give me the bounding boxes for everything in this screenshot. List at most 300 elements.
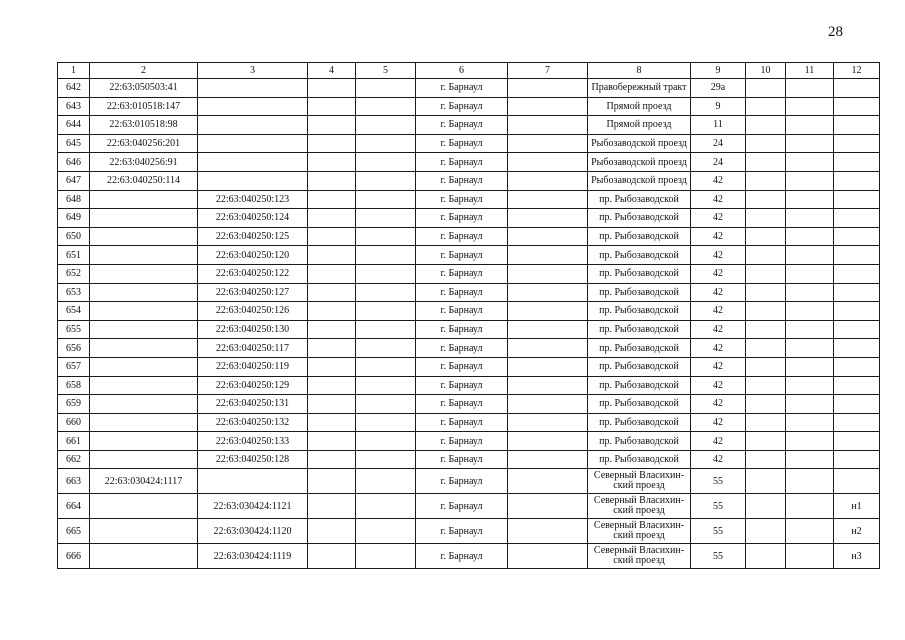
col-10-cell [746,519,786,544]
cadastral-number-building-cell: 22:63:040250:124 [198,209,308,228]
col-10-cell [746,469,786,494]
house-number-cell: 42 [691,450,746,469]
col-4-cell [308,376,356,395]
cadastral-number-land-cell: 22:63:010518:147 [90,97,198,116]
col-5-cell [356,432,416,451]
house-number-cell: 9 [691,97,746,116]
column-header-5: 5 [356,63,416,79]
cadastral-number-land-cell [90,544,198,569]
column-header-7: 7 [508,63,588,79]
column-header-2: 2 [90,63,198,79]
table-row [58,469,880,494]
col-5-cell [356,134,416,153]
col-11-cell [786,432,834,451]
city-cell: г. Барнаул [416,79,508,98]
col-11-cell [786,519,834,544]
city-cell: г. Барнаул [416,450,508,469]
cadastral-number-land-cell [90,227,198,246]
note-cell [834,190,880,209]
note-cell [834,469,880,494]
col-10-cell [746,413,786,432]
row-number-cell: 665 [58,519,90,544]
col-4-cell [308,469,356,494]
col-10-cell [746,357,786,376]
cadastral-number-land-cell [90,357,198,376]
house-number-cell: 11 [691,116,746,135]
column-header-4: 4 [308,63,356,79]
house-number-cell: 42 [691,190,746,209]
city-cell: г. Барнаул [416,395,508,414]
col-10-cell [746,395,786,414]
note-cell [834,320,880,339]
street-cell: пр. Рыбозаводской [588,246,691,265]
city-cell: г. Барнаул [416,264,508,283]
city-cell: г. Барнаул [416,413,508,432]
col-7-cell [508,357,588,376]
cadastral-number-building-cell: 22:63:040250:127 [198,283,308,302]
house-number-cell: 42 [691,413,746,432]
col-7-cell [508,116,588,135]
note-cell [834,79,880,98]
table-row [58,79,880,98]
table-row [58,413,880,432]
col-10-cell [746,227,786,246]
col-10-cell [746,190,786,209]
row-number-cell: 649 [58,209,90,228]
table-row [58,544,880,569]
city-cell: г. Барнаул [416,116,508,135]
street-cell: Рыбозаводской проезд [588,153,691,172]
note-cell [834,116,880,135]
col-4-cell [308,494,356,519]
note-cell: н2 [834,519,880,544]
col-11-cell [786,339,834,358]
cadastral-number-building-cell: 22:63:030424:1119 [198,544,308,569]
table-row [58,190,880,209]
col-4-cell [308,134,356,153]
col-7-cell [508,302,588,321]
street-cell: пр. Рыбозаводской [588,283,691,302]
street-cell: пр. Рыбозаводской [588,432,691,451]
col-5-cell [356,116,416,135]
city-cell: г. Барнаул [416,227,508,246]
street-cell: пр. Рыбозаводской [588,264,691,283]
col-10-cell [746,544,786,569]
row-number-cell: 645 [58,134,90,153]
col-5-cell [356,450,416,469]
table-body [58,79,880,569]
table-row [58,320,880,339]
street-cell: пр. Рыбозаводской [588,302,691,321]
city-cell: г. Барнаул [416,283,508,302]
cadastral-number-building-cell [198,97,308,116]
street-cell: пр. Рыбозаводской [588,357,691,376]
col-11-cell [786,79,834,98]
col-4-cell [308,153,356,172]
col-11-cell [786,544,834,569]
row-number-cell: 642 [58,79,90,98]
house-number-cell: 42 [691,320,746,339]
col-10-cell [746,264,786,283]
city-cell: г. Барнаул [416,339,508,358]
col-11-cell [786,357,834,376]
note-cell [834,227,880,246]
col-4-cell [308,302,356,321]
col-4-cell [308,432,356,451]
row-number-cell: 643 [58,97,90,116]
street-cell: Северный Власихин-ский проезд [588,519,691,544]
city-cell: г. Барнаул [416,190,508,209]
col-5-cell [356,395,416,414]
col-5-cell [356,469,416,494]
row-number-cell: 658 [58,376,90,395]
cadastral-number-land-cell [90,395,198,414]
col-4-cell [308,227,356,246]
house-number-cell: 55 [691,469,746,494]
cadastral-number-land-cell: 22:63:040256:91 [90,153,198,172]
col-11-cell [786,395,834,414]
col-4-cell [308,116,356,135]
street-cell: Правобережный тракт [588,79,691,98]
house-number-cell: 42 [691,227,746,246]
note-cell [834,97,880,116]
cadastral-number-land-cell [90,264,198,283]
col-5-cell [356,376,416,395]
col-7-cell [508,227,588,246]
row-number-cell: 651 [58,246,90,265]
table-row [58,357,880,376]
col-10-cell [746,134,786,153]
street-cell: пр. Рыбозаводской [588,190,691,209]
row-number-cell: 650 [58,227,90,246]
street-cell: пр. Рыбозаводской [588,376,691,395]
col-11-cell [786,227,834,246]
cadastral-number-building-cell: 22:63:040250:133 [198,432,308,451]
cadastral-number-land-cell [90,209,198,228]
cadastral-number-land-cell: 22:63:030424:1117 [90,469,198,494]
col-5-cell [356,190,416,209]
row-number-cell: 644 [58,116,90,135]
table-row [58,283,880,302]
row-number-cell: 661 [58,432,90,451]
table-row [58,376,880,395]
table-row [58,302,880,321]
col-5-cell [356,227,416,246]
col-10-cell [746,339,786,358]
note-cell [834,413,880,432]
col-11-cell [786,264,834,283]
cadastral-number-building-cell: 22:63:030424:1120 [198,519,308,544]
col-11-cell [786,320,834,339]
note-cell [834,450,880,469]
cadastral-number-land-cell [90,519,198,544]
col-11-cell [786,171,834,190]
col-7-cell [508,395,588,414]
cadastral-number-land-cell [90,190,198,209]
city-cell: г. Барнаул [416,209,508,228]
column-header-3: 3 [198,63,308,79]
col-4-cell [308,544,356,569]
col-11-cell [786,302,834,321]
col-7-cell [508,320,588,339]
house-number-cell: 42 [691,246,746,265]
col-7-cell [508,432,588,451]
table-row [58,432,880,451]
city-cell: г. Барнаул [416,519,508,544]
col-4-cell [308,264,356,283]
note-cell [834,395,880,414]
cadastral-number-building-cell [198,79,308,98]
row-number-cell: 659 [58,395,90,414]
col-7-cell [508,246,588,265]
table-row [58,395,880,414]
col-11-cell [786,413,834,432]
table-row [58,246,880,265]
cadastral-number-building-cell: 22:63:040250:119 [198,357,308,376]
row-number-cell: 666 [58,544,90,569]
column-header-11: 11 [786,63,834,79]
row-number-cell: 657 [58,357,90,376]
cadastral-number-building-cell: 22:63:040250:128 [198,450,308,469]
col-11-cell [786,246,834,265]
table-row [58,494,880,519]
cadastral-number-building-cell: 22:63:040250:126 [198,302,308,321]
col-5-cell [356,320,416,339]
city-cell: г. Барнаул [416,134,508,153]
house-number-cell: 42 [691,357,746,376]
col-11-cell [786,116,834,135]
row-number-cell: 663 [58,469,90,494]
city-cell: г. Барнаул [416,320,508,339]
col-5-cell [356,209,416,228]
col-7-cell [508,97,588,116]
table-row [58,171,880,190]
cadastral-number-land-cell: 22:63:050503:41 [90,79,198,98]
column-header-8: 8 [588,63,691,79]
table-row [58,134,880,153]
col-7-cell [508,494,588,519]
city-cell: г. Барнаул [416,432,508,451]
city-cell: г. Барнаул [416,302,508,321]
city-cell: г. Барнаул [416,544,508,569]
house-number-cell: 24 [691,153,746,172]
table-row [58,339,880,358]
col-11-cell [786,134,834,153]
col-5-cell [356,302,416,321]
col-10-cell [746,116,786,135]
note-cell [834,357,880,376]
cadastral-number-building-cell: 22:63:040250:120 [198,246,308,265]
cadastral-number-building-cell: 22:63:040250:125 [198,227,308,246]
col-11-cell [786,376,834,395]
page-number: 28 [828,24,843,40]
col-5-cell [356,171,416,190]
col-11-cell [786,494,834,519]
street-cell: Северный Власихин-ский проезд [588,544,691,569]
col-4-cell [308,171,356,190]
col-4-cell [308,357,356,376]
cadastral-number-building-cell: 22:63:040250:123 [198,190,308,209]
col-4-cell [308,97,356,116]
col-11-cell [786,469,834,494]
col-7-cell [508,519,588,544]
col-7-cell [508,544,588,569]
cadastral-number-building-cell [198,153,308,172]
col-7-cell [508,469,588,494]
street-cell: пр. Рыбозаводской [588,339,691,358]
col-5-cell [356,283,416,302]
col-5-cell [356,519,416,544]
col-5-cell [356,413,416,432]
col-10-cell [746,432,786,451]
col-4-cell [308,320,356,339]
note-cell [834,339,880,358]
table-row [58,227,880,246]
note-cell [834,134,880,153]
col-7-cell [508,264,588,283]
cadastral-number-building-cell [198,171,308,190]
col-7-cell [508,376,588,395]
col-4-cell [308,450,356,469]
col-4-cell [308,413,356,432]
col-7-cell [508,79,588,98]
row-number-cell: 647 [58,171,90,190]
note-cell: н3 [834,544,880,569]
street-cell: Рыбозаводской проезд [588,171,691,190]
cadastral-number-land-cell: 22:63:010518:98 [90,116,198,135]
table-row [58,519,880,544]
col-10-cell [746,153,786,172]
col-5-cell [356,544,416,569]
col-10-cell [746,97,786,116]
table-row [58,97,880,116]
cadastral-number-land-cell [90,376,198,395]
col-5-cell [356,264,416,283]
cadastral-number-land-cell [90,302,198,321]
table-row [58,264,880,283]
cadastral-number-land-cell [90,339,198,358]
city-cell: г. Барнаул [416,494,508,519]
house-number-cell: 42 [691,339,746,358]
cadastral-number-building-cell: 22:63:040250:132 [198,413,308,432]
column-header-12: 12 [834,63,880,79]
col-10-cell [746,79,786,98]
house-number-cell: 42 [691,376,746,395]
col-10-cell [746,494,786,519]
house-number-cell: 42 [691,264,746,283]
cadastral-number-building-cell [198,469,308,494]
column-header-6: 6 [416,63,508,79]
row-number-cell: 646 [58,153,90,172]
note-cell [834,376,880,395]
col-4-cell [308,209,356,228]
col-7-cell [508,171,588,190]
cadastral-number-building-cell: 22:63:040250:131 [198,395,308,414]
row-number-cell: 652 [58,264,90,283]
house-number-cell: 55 [691,494,746,519]
col-4-cell [308,519,356,544]
note-cell [834,302,880,321]
col-10-cell [746,246,786,265]
col-4-cell [308,339,356,358]
cadastral-number-land-cell [90,450,198,469]
street-cell: пр. Рыбозаводской [588,320,691,339]
city-cell: г. Барнаул [416,97,508,116]
note-cell [834,264,880,283]
col-10-cell [746,209,786,228]
note-cell [834,246,880,265]
col-4-cell [308,395,356,414]
city-cell: г. Барнаул [416,376,508,395]
note-cell [834,432,880,451]
col-10-cell [746,283,786,302]
street-cell: пр. Рыбозаводской [588,227,691,246]
cadastral-number-building-cell: 22:63:040250:117 [198,339,308,358]
city-cell: г. Барнаул [416,357,508,376]
col-4-cell [308,246,356,265]
col-5-cell [356,357,416,376]
col-11-cell [786,97,834,116]
street-cell: Прямой проезд [588,116,691,135]
col-10-cell [746,320,786,339]
cadastral-number-building-cell: 22:63:040250:122 [198,264,308,283]
cadastral-number-land-cell: 22:63:040250:114 [90,171,198,190]
col-10-cell [746,171,786,190]
col-7-cell [508,190,588,209]
col-10-cell [746,376,786,395]
street-cell: пр. Рыбозаводской [588,413,691,432]
col-4-cell [308,283,356,302]
col-7-cell [508,339,588,358]
city-cell: г. Барнаул [416,153,508,172]
col-11-cell [786,190,834,209]
house-number-cell: 55 [691,544,746,569]
cadastral-number-building-cell: 22:63:030424:1121 [198,494,308,519]
note-cell [834,153,880,172]
col-11-cell [786,283,834,302]
house-number-cell: 42 [691,171,746,190]
cadastral-number-land-cell [90,494,198,519]
house-number-cell: 42 [691,302,746,321]
col-7-cell [508,450,588,469]
street-cell: Рыбозаводской проезд [588,134,691,153]
col-5-cell [356,97,416,116]
row-number-cell: 648 [58,190,90,209]
cadastral-number-land-cell [90,283,198,302]
header-row [58,63,880,79]
col-10-cell [746,302,786,321]
cadastral-number-land-cell [90,246,198,265]
col-7-cell [508,153,588,172]
note-cell [834,283,880,302]
street-cell: Северный Власихин-ский проезд [588,469,691,494]
house-number-cell: 42 [691,283,746,302]
city-cell: г. Барнаул [416,469,508,494]
col-7-cell [508,283,588,302]
city-cell: г. Барнаул [416,171,508,190]
col-10-cell [746,450,786,469]
table-row [58,153,880,172]
column-header-1: 1 [58,63,90,79]
col-11-cell [786,209,834,228]
row-number-cell: 662 [58,450,90,469]
house-number-cell: 55 [691,519,746,544]
col-7-cell [508,209,588,228]
cadastral-number-building-cell [198,134,308,153]
col-5-cell [356,153,416,172]
row-number-cell: 653 [58,283,90,302]
col-11-cell [786,450,834,469]
